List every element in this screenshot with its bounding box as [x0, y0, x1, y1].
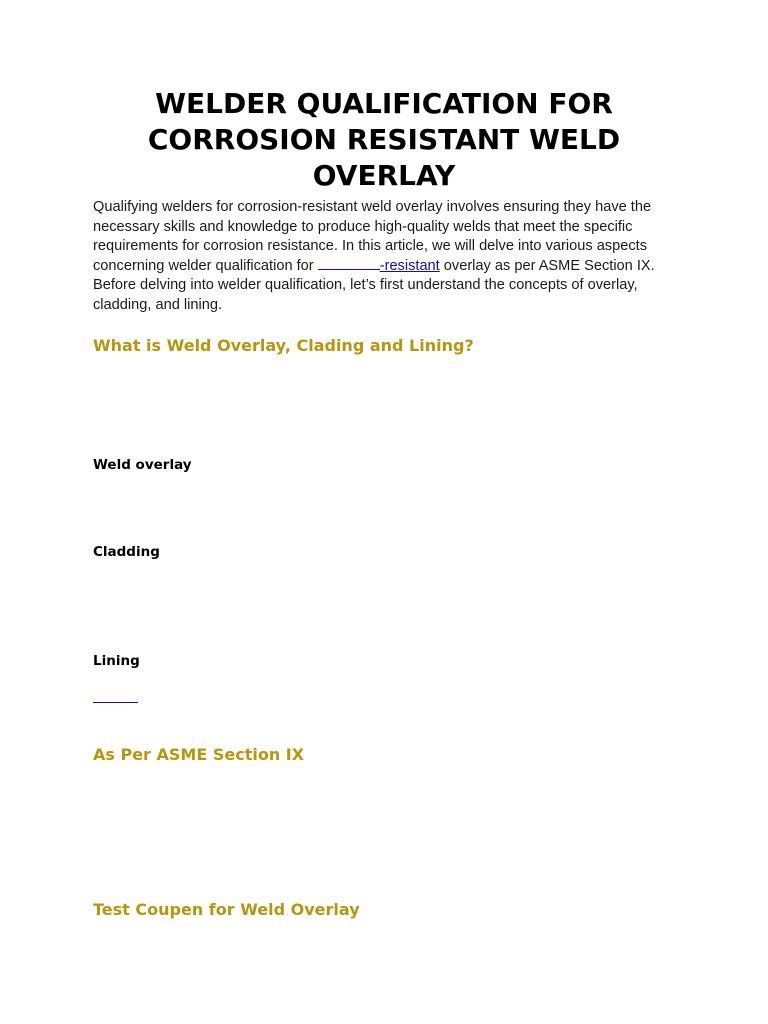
section-heading-asme: As Per ASME Section IX	[93, 745, 305, 764]
corrosion-resistant-link[interactable]	[318, 258, 440, 274]
empty-link[interactable]	[93, 702, 138, 703]
intro-text-before-link: Qualifying welders for corrosion-resistant weld overlay involves ensuring they have the necessary skills and knowledge to produce high-quality welds that meet the specific requirements for corrosion resistance. In this article, we will delve into various aspects concerning welder qualification for	[93, 199, 652, 274]
subheading-weld-overlay: Weld overlay	[93, 457, 192, 473]
intro-text-after-link: overlay as per ASME Section IX. Before delving into welder qualification, let’s first understand the concepts of overlay, cladding, and lining.	[93, 257, 655, 313]
page-title: WELDER QUALIFICATION FOR CORROSION RESISTANT WELD OVERLAY	[147, 87, 621, 192]
subheading-cladding: Cladding	[93, 544, 160, 560]
subheading-lining: Lining	[93, 653, 140, 669]
intro-paragraph	[93, 198, 683, 315]
link-blank-segment	[318, 257, 380, 270]
section-heading-test-coupon: Test Coupen for Weld Overlay	[93, 900, 360, 919]
section-heading-what-is: What is Weld Overlay, Clading and Lining?	[93, 336, 474, 355]
link-text: -resistant	[379, 257, 440, 274]
